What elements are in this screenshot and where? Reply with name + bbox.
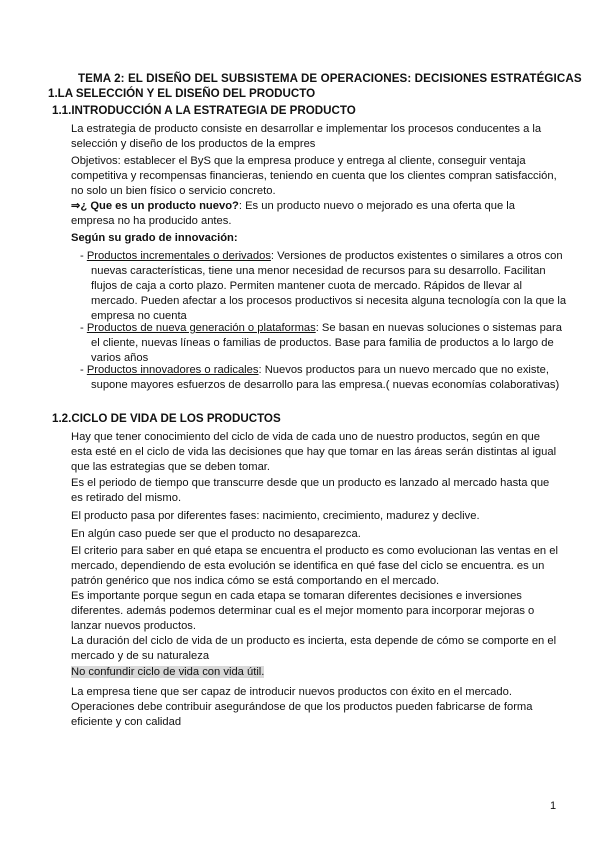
term: Productos incrementales o derivados: [86, 250, 271, 262]
paragraph: En algún caso puede ser que el producto no desaparezca.: [71, 528, 361, 540]
paragraph: Es el periodo de tiempo que transcurre desde que un producto es lanzado al mercado hasta que es retirado del mismo.: [71, 477, 550, 504]
paragraph: Hay que tener conocimiento del ciclo de vida de cada uno de nuestro productos, según en que esta esté en el ciclo de vida las decisiones que hay que tomar en las áreas serán distintas al igual que las estrategias que se deben tomar.: [71, 431, 557, 473]
paragraph: Objetivos: establecer el ByS que la empresa produce y entrega al cliente, conseguir ventaja competitiva y recompensas financieras, teniendo en cuenta que los clientes compran satisfacción, no solo un bien físico o servicio concreto.: [71, 155, 557, 197]
term: Productos innovadores o radicales: [86, 364, 259, 376]
paragraph: Es importante porque segun en cada etapa se tomaran diferentes decisiones e inversiones diferentes. además podemos determinar cual es el mejor momento para incorporar mejoras o lanzar nuevos productos.: [71, 590, 535, 632]
paragraph: El producto pasa por diferentes fases: nacimiento, crecimiento, madurez y declive.: [71, 510, 480, 522]
paragraph: La estrategia de producto consiste en desarrollar e implementar los procesos conducentes a la selección y diseño de los productos de la empres: [71, 123, 542, 150]
list-item: - Productos incrementales o derivados: Versiones de productos existentes o similares a otros con nuevas características, tiene una menor necesidad de recursos para su desarrollo. Facilitan flujos de caja a corto plazo. Permiten mantener cuota de mercado. Rápidos de llevar al mercado. Pueden afectar a los procesos productivos si necesita alguna tecnología con la que la empresa no cuenta: [80, 250, 567, 322]
section-heading-1: 1.LA SELECCIÓN Y EL DISEÑO DEL PRODUCTO: [48, 87, 316, 100]
paragraph: La empresa tiene que ser capaz de introducir nuevos productos con éxito en el mercado. Operaciones debe contribuir asegurándose de que los productos pueden fabricarse de forma eficiente y con calidad: [71, 686, 533, 728]
highlighted-note: No confundir ciclo de vida con vida útil.: [71, 666, 265, 678]
list-item: - Productos innovadores o radicales: Nuevos productos para un nuevo mercado que no existe, supone mayores esfuerzos de desarrollo para las empresa.( nuevas economías colaborativas): [80, 364, 560, 391]
paragraph: [71, 665, 561, 680]
page-number: 1: [550, 800, 557, 812]
document-title: TEMA 2: EL DISEÑO DEL SUBSISTEMA DE OPERACIONES: DECISIONES ESTRATÉGICAS: [78, 72, 582, 85]
term: Productos de nueva generación o plataformas: [86, 322, 316, 334]
section-heading-1-1: 1.1.INTRODUCCIÓN A LA ESTRATEGIA DE PRODUCTO: [52, 104, 356, 117]
paragraph: [71, 199, 561, 229]
subheading-innovation: Según su grado de innovación:: [71, 232, 238, 244]
question-label: ⇒¿ Que es un producto nuevo?: [71, 200, 239, 212]
section-heading-1-2: 1.2.CICLO DE VIDA DE LOS PRODUCTOS: [52, 412, 281, 425]
paragraph: El criterio para saber en qué etapa se encuentra el producto es como evolucionan las ventas en el mercado, dependiendo de esta evolución se identifica en qué fase del ciclo se encuentra. es un patrón genérico que nos indica cómo se está comportando en el mercado.: [71, 545, 558, 587]
paragraph: La duración del ciclo de vida de un producto es incierta, esta depende de cómo se comporte en el mercado y de su naturaleza: [71, 635, 557, 662]
question-text: : Es un producto nuevo o mejorado es una oferta que la empresa no ha producido antes.: [71, 200, 516, 227]
list-item: - Productos de nueva generación o plataformas: Se basan en nuevas soluciones o sistemas para el cliente, nuevas líneas o familias de productos. Base para familia de productos a lo largo de varios años: [80, 322, 562, 364]
